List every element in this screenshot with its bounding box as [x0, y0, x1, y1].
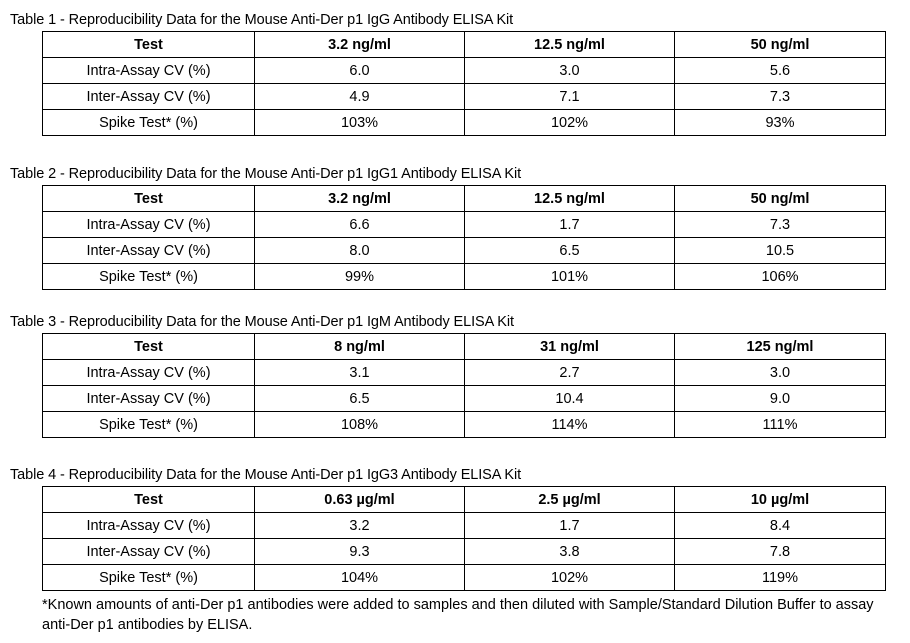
- table-cell: 10.4: [465, 386, 675, 412]
- header-cell: Test: [43, 32, 255, 58]
- header-cell: 125 ng/ml: [675, 334, 886, 360]
- reproducibility-table-4: [42, 486, 886, 591]
- table-cell: 3.0: [465, 58, 675, 84]
- row-label: Inter-Assay CV (%): [43, 539, 255, 565]
- table-cell: 7.8: [675, 539, 886, 565]
- table-cell: 99%: [255, 264, 465, 290]
- table-cell: 5.6: [675, 58, 886, 84]
- row-label: Intra-Assay CV (%): [43, 212, 255, 238]
- table-row: [43, 565, 886, 591]
- table-row: [43, 539, 886, 565]
- table-cell: 103%: [255, 110, 465, 136]
- row-label: Intra-Assay CV (%): [43, 360, 255, 386]
- table-cell: 3.1: [255, 360, 465, 386]
- table-cell: 104%: [255, 565, 465, 591]
- table-2-section: [0, 165, 910, 290]
- table-cell: 102%: [465, 110, 675, 136]
- row-label: Spike Test* (%): [43, 412, 255, 438]
- table-row: [43, 360, 886, 386]
- header-cell: Test: [43, 186, 255, 212]
- table-cell: 6.5: [465, 238, 675, 264]
- table-header-row: [43, 32, 886, 58]
- table-cell: 8.0: [255, 238, 465, 264]
- table-row: [43, 212, 886, 238]
- table-cell: 9.3: [255, 539, 465, 565]
- table-cell: 101%: [465, 264, 675, 290]
- table-cell: 4.9: [255, 84, 465, 110]
- table-row: [43, 110, 886, 136]
- header-cell: 31 ng/ml: [465, 334, 675, 360]
- header-cell: 2.5 µg/ml: [465, 487, 675, 513]
- header-cell: Test: [43, 334, 255, 360]
- table-cell: 8.4: [675, 513, 886, 539]
- table-row: [43, 386, 886, 412]
- row-label: Inter-Assay CV (%): [43, 238, 255, 264]
- header-cell: 50 ng/ml: [675, 186, 886, 212]
- table-row: [43, 264, 886, 290]
- table-cell: 1.7: [465, 513, 675, 539]
- row-label: Inter-Assay CV (%): [43, 84, 255, 110]
- header-cell: 0.63 µg/ml: [255, 487, 465, 513]
- table-cell: 7.3: [675, 84, 886, 110]
- header-cell: 8 ng/ml: [255, 334, 465, 360]
- header-cell: 3.2 ng/ml: [255, 32, 465, 58]
- table-caption: Table 1 - Reproducibility Data for the Mouse Anti-Der p1 IgG Antibody ELISA Kit: [10, 12, 514, 28]
- reproducibility-table-3: [42, 333, 886, 438]
- table-header-row: [43, 487, 886, 513]
- table-cell: 6.6: [255, 212, 465, 238]
- table-cell: 1.7: [465, 212, 675, 238]
- table-row: [43, 238, 886, 264]
- table-row: [43, 513, 886, 539]
- table-cell: 6.0: [255, 58, 465, 84]
- table-4-section: [0, 466, 910, 591]
- footnote: *Known amounts of anti-Der p1 antibodies were added to samples and then diluted with Sample/Standard Dilution Buffer to assay anti-Der p1 antibodies by ELISA.: [42, 597, 874, 633]
- table-cell: 10.5: [675, 238, 886, 264]
- header-cell: 3.2 ng/ml: [255, 186, 465, 212]
- table-cell: 114%: [465, 412, 675, 438]
- table-caption: Table 2 - Reproducibility Data for the Mouse Anti-Der p1 IgG1 Antibody ELISA Kit: [10, 166, 522, 182]
- table-cell: 2.7: [465, 360, 675, 386]
- header-cell: 50 ng/ml: [675, 32, 886, 58]
- table-cell: 102%: [465, 565, 675, 591]
- table-row: [43, 58, 886, 84]
- table-cell: 3.0: [675, 360, 886, 386]
- table-row: [43, 84, 886, 110]
- row-label: Intra-Assay CV (%): [43, 513, 255, 539]
- row-label: Intra-Assay CV (%): [43, 58, 255, 84]
- table-header-row: [43, 334, 886, 360]
- table-caption: Table 3 - Reproducibility Data for the Mouse Anti-Der p1 IgM Antibody ELISA Kit: [10, 314, 514, 330]
- table-cell: 108%: [255, 412, 465, 438]
- header-cell: Test: [43, 487, 255, 513]
- table-cell: 106%: [675, 264, 886, 290]
- table-cell: 7.3: [675, 212, 886, 238]
- row-label: Spike Test* (%): [43, 565, 255, 591]
- table-header-row: [43, 186, 886, 212]
- table-cell: 93%: [675, 110, 886, 136]
- reproducibility-table-1: [42, 31, 886, 136]
- table-cell: 3.2: [255, 513, 465, 539]
- header-cell: 12.5 ng/ml: [465, 32, 675, 58]
- table-cell: 7.1: [465, 84, 675, 110]
- header-cell: 10 µg/ml: [675, 487, 886, 513]
- header-cell: 12.5 ng/ml: [465, 186, 675, 212]
- row-label: Spike Test* (%): [43, 264, 255, 290]
- table-cell: 3.8: [465, 539, 675, 565]
- table-cell: 9.0: [675, 386, 886, 412]
- table-caption: Table 4 - Reproducibility Data for the Mouse Anti-Der p1 IgG3 Antibody ELISA Kit: [10, 467, 522, 483]
- row-label: Spike Test* (%): [43, 110, 255, 136]
- table-row: [43, 412, 886, 438]
- table-3-section: [0, 313, 910, 438]
- row-label: Inter-Assay CV (%): [43, 386, 255, 412]
- table-1-section: [0, 11, 910, 136]
- table-cell: 111%: [675, 412, 886, 438]
- reproducibility-table-2: [42, 185, 886, 290]
- table-cell: 6.5: [255, 386, 465, 412]
- table-cell: 119%: [675, 565, 886, 591]
